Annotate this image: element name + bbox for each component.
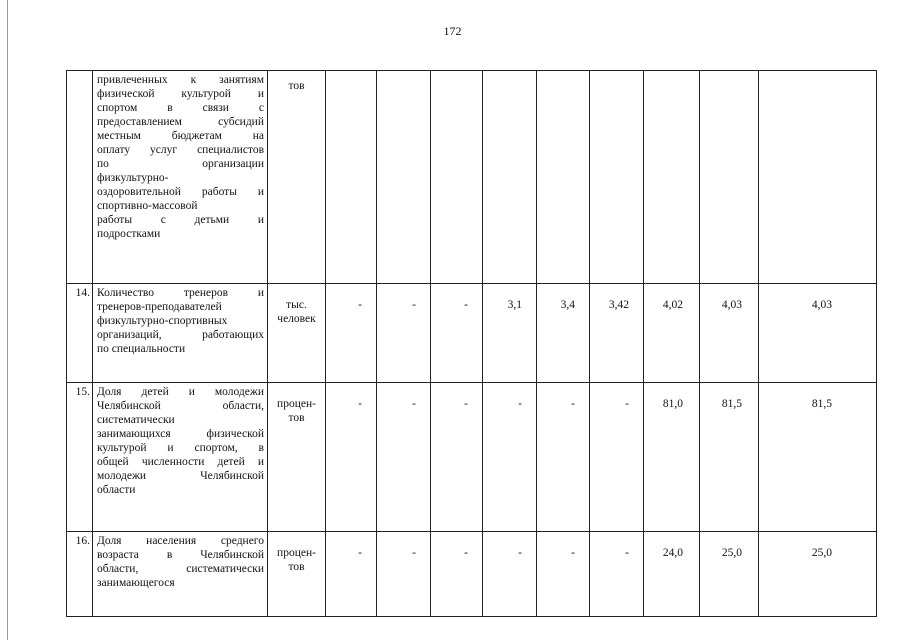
value-cell: - [483,383,537,532]
row-number: 15. [67,383,93,532]
indicator-name-line: спортом в связи с [97,102,264,114]
indicator-name-line: работы с детьми и [97,214,264,226]
indicator-name-line: по организации [97,158,264,170]
indicator-name-line: систематически [97,414,175,426]
value-cell: 3,1 [483,284,537,383]
value-cell: - [590,532,644,617]
row-number: 16. [67,532,93,617]
value-cell: 4,02 [644,284,700,383]
table-body [67,71,877,617]
value-cell: - [537,383,590,532]
value-cell: - [431,383,483,532]
unit-cell: тов [268,71,326,284]
value-cell [483,71,537,284]
indicator-name-line: физической культурой и [97,88,264,100]
value-cell: 24,0 [644,532,700,617]
indicator-name-line: местным бюджетам на [97,130,264,142]
table-row [67,532,877,617]
indicator-name-line: культурой и спортом, в [97,442,264,454]
value-cell: 81,5 [759,383,877,532]
indicator-name-line: Доля детей и молодежи [97,386,264,398]
unit-cell: процен-тов [268,532,326,617]
indicator-name-line: тренеров-преподавателей [97,301,222,313]
value-cell [644,71,700,284]
value-cell: 3,4 [537,284,590,383]
indicator-name-line: оплату услуг специалистов [97,144,264,156]
value-cell [759,71,877,284]
indicator-name-line: организаций, работающих [97,329,264,341]
indicator-name-line: по специальности [97,343,186,355]
indicator-name-line: общей численности детей и [97,456,264,468]
value-cell: - [431,532,483,617]
indicator-name-line: физкультурно- [97,172,169,184]
value-cell [431,71,483,284]
indicators-table [66,70,877,617]
value-cell [377,71,431,284]
indicator-name [93,284,268,383]
value-cell: - [590,383,644,532]
indicator-name-line: занимающегося [97,577,175,589]
indicator-name-line: предоставлением субсидий [97,116,264,128]
indicator-name-line: Количество тренеров и [97,287,264,299]
value-cell: - [326,284,377,383]
row-number: 14. [67,284,93,383]
value-cell [537,71,590,284]
unit-cell: процен-тов [268,383,326,532]
indicator-name-line: Доля населения среднего [97,535,264,547]
value-cell [326,71,377,284]
indicator-name-line: возраста в Челябинской [97,549,264,561]
value-cell [590,71,644,284]
value-cell: 81,0 [644,383,700,532]
indicator-name-line: спортивно-массовой [97,200,198,212]
value-cell: - [377,532,431,617]
value-cell: 4,03 [700,284,759,383]
table-row [67,71,877,284]
indicator-name [93,383,268,532]
value-cell: - [326,532,377,617]
indicator-name-line: подростками [97,228,161,240]
value-cell: 81,5 [700,383,759,532]
indicator-name-line: оздоровительной работы и [97,186,264,198]
indicator-name [93,71,268,284]
value-cell: - [537,532,590,617]
indicator-name-line: области [97,484,136,496]
unit-cell: тыс. человек [268,284,326,383]
page-number: 172 [443,24,462,38]
value-cell: 25,0 [759,532,877,617]
value-cell: - [377,284,431,383]
indicator-name [93,532,268,617]
value-cell: - [483,532,537,617]
indicator-name-line: Челябинской области, [97,400,264,412]
table-row [67,284,877,383]
value-cell: 4,03 [759,284,877,383]
value-cell: - [326,383,377,532]
indicator-name-line: физкультурно-спортивных [97,315,228,327]
value-cell: 3,42 [590,284,644,383]
value-cell: - [377,383,431,532]
value-cell [700,71,759,284]
left-margin-rule [7,0,8,640]
indicator-name-line: привлеченных к занятиям [97,74,264,86]
indicator-name-line: области, систематически [97,563,264,575]
indicator-name-line: молодежи Челябинской [97,470,264,482]
table-row [67,383,877,532]
row-number [67,71,93,284]
value-cell: - [431,284,483,383]
indicator-name-line: занимающихся физической [97,428,264,440]
value-cell: 25,0 [700,532,759,617]
